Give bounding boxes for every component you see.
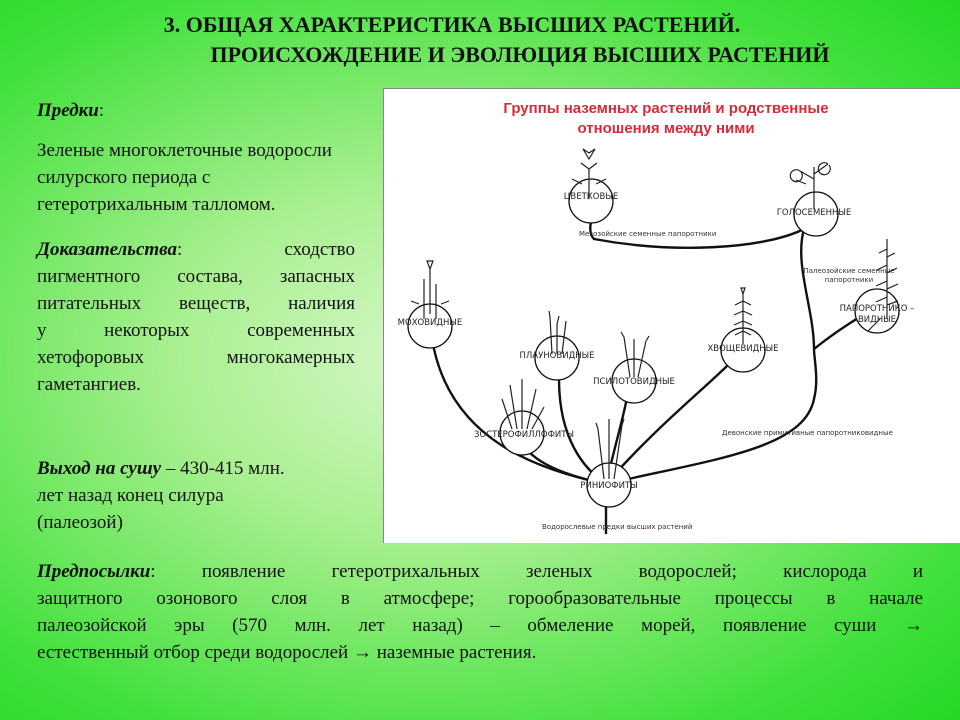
ancestors-text: Зеленые многоклеточные водоросли силурского периода с гетеротрихальным талломом. (37, 140, 332, 215)
landfall-label: Выход на сушу (37, 458, 162, 479)
prerequisites-line-4: естественный отбор среди водорослей → наземные растения. (37, 642, 537, 663)
label-zosterophyllophytes: ЗОСТЕРОФИЛЛОФИТЫ (474, 430, 574, 440)
ancestors-heading: Предки: (37, 100, 105, 121)
label-ferns-2: ВИДНЫЕ (857, 315, 897, 325)
evidence-label: Доказательства (37, 239, 178, 260)
label-rhyniophytes: РИНИОФИТЫ (580, 481, 638, 491)
tree-branches (430, 194, 874, 534)
note-paleozoic-1: Палеозойские семенные (803, 267, 895, 275)
note-algal: Водорослевые предки высших растений (542, 523, 693, 531)
diagram-title-line2: отношения между ними (577, 120, 755, 137)
landfall-text-3: (палеозой) (37, 512, 123, 533)
label-ferns-1: ПАПОРОТНИКО – (839, 304, 915, 314)
branch-seed-line (606, 227, 816, 484)
evidence-line-3: питательных веществ, наличия (37, 293, 355, 314)
prerequisites-line-1: : появление гетеротрихальных зеленых водорослей; кислорода и (150, 561, 923, 582)
label-lycophytes: ПЛАУНОВИДНЫЕ (519, 351, 595, 361)
evidence-block (37, 236, 355, 398)
phylogeny-svg (384, 89, 960, 543)
landfall-block (37, 455, 367, 536)
label-gymnosperms: ГОЛОСЕМЕННЫЕ (776, 208, 852, 218)
label-psilotophytes: ПСИЛОТОВИДНЫЕ (593, 377, 675, 387)
evolution-diagram (383, 88, 960, 543)
evidence-line-5: хетофоровых многокамерных (37, 347, 355, 368)
evidence-line-2: пигментного состава, запасных (37, 266, 355, 287)
label-horsetails: ХВОЩЕВИДНЫЕ (707, 344, 779, 354)
ancestors-label: Предки (37, 100, 99, 121)
diagram-title-line1: Группы наземных растений и родственные (503, 100, 829, 117)
evidence-line-1: Доказательства: сходство (37, 239, 355, 260)
landfall-text-1: – 430-415 млн. (161, 458, 285, 479)
note-paleozoic-2: папоротники (824, 276, 874, 284)
prerequisites-block (37, 558, 923, 666)
landfall-text-2: лет назад конец силура (37, 485, 224, 506)
label-angiosperms: ЦВЕТКОВЫЕ (563, 192, 619, 202)
group-nodes (408, 179, 899, 507)
evidence-line-4: у некоторых современных (37, 320, 355, 341)
note-mesozoic: Мезозойские семенные папоротники (579, 230, 717, 238)
prerequisites-line-2: защитного озонового слоя в атмосфере; горообразовательные процессы в начале (37, 588, 923, 609)
slide-title-line2: ПРОИСХОЖДЕНИЕ И ЭВОЛЮЦИЯ ВЫСШИХ РАСТЕНИЙ (210, 42, 830, 67)
prerequisites-line-3: палеозойской эры (570 млн. лет назад) – обмеление морей, появление суши → (37, 615, 923, 636)
note-devonian: Девонские примитивные папоротниковидные (722, 429, 893, 437)
evidence-line-6: гаметангиев. (37, 374, 141, 395)
label-mosses: МОХОВИДНЫЕ (397, 318, 463, 328)
slide-title-line1: 3. ОБЩАЯ ХАРАКТЕРИСТИКА ВЫСШИХ РАСТЕНИЙ. (163, 12, 741, 37)
prerequisites-label: Предпосылки (37, 561, 151, 582)
